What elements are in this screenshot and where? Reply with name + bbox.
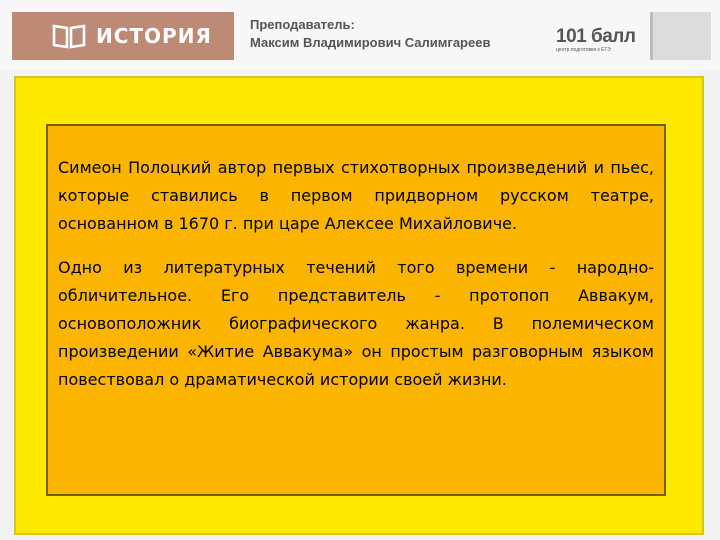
header-side-panel — [650, 12, 711, 60]
text-box — [46, 124, 666, 496]
paragraph-avvakum: Одно из литературных течений того времени - народно-обличительное. Его представитель - протопоп Аввакум, основоположник биографического жанра. В полемическом произведении «Житие Аввакума» он простым разговорным языком повествовал о драматической истории своей жизни. — [58, 258, 654, 389]
brand-name: 101 балл — [556, 26, 636, 47]
teacher-info — [250, 16, 490, 52]
teacher-title: Преподаватель: — [250, 17, 355, 32]
paragraph-simeon: Симеон Полоцкий автор первых стихотворных произведений и пьес, которые ставились в первом придворном русском театре, основанном в 1670 г. при царе Алексее Михайловиче. — [58, 158, 654, 233]
logo-title: ИСТОРИЯ — [96, 24, 212, 48]
brand-tagline: центр подготовки к ЕГЭ — [556, 47, 611, 53]
brand-logo — [556, 26, 635, 53]
teacher-name: Максим Владимирович Салимгареев — [250, 35, 491, 50]
open-book-icon — [52, 23, 86, 49]
header — [0, 0, 720, 70]
subject-logo — [12, 12, 234, 60]
